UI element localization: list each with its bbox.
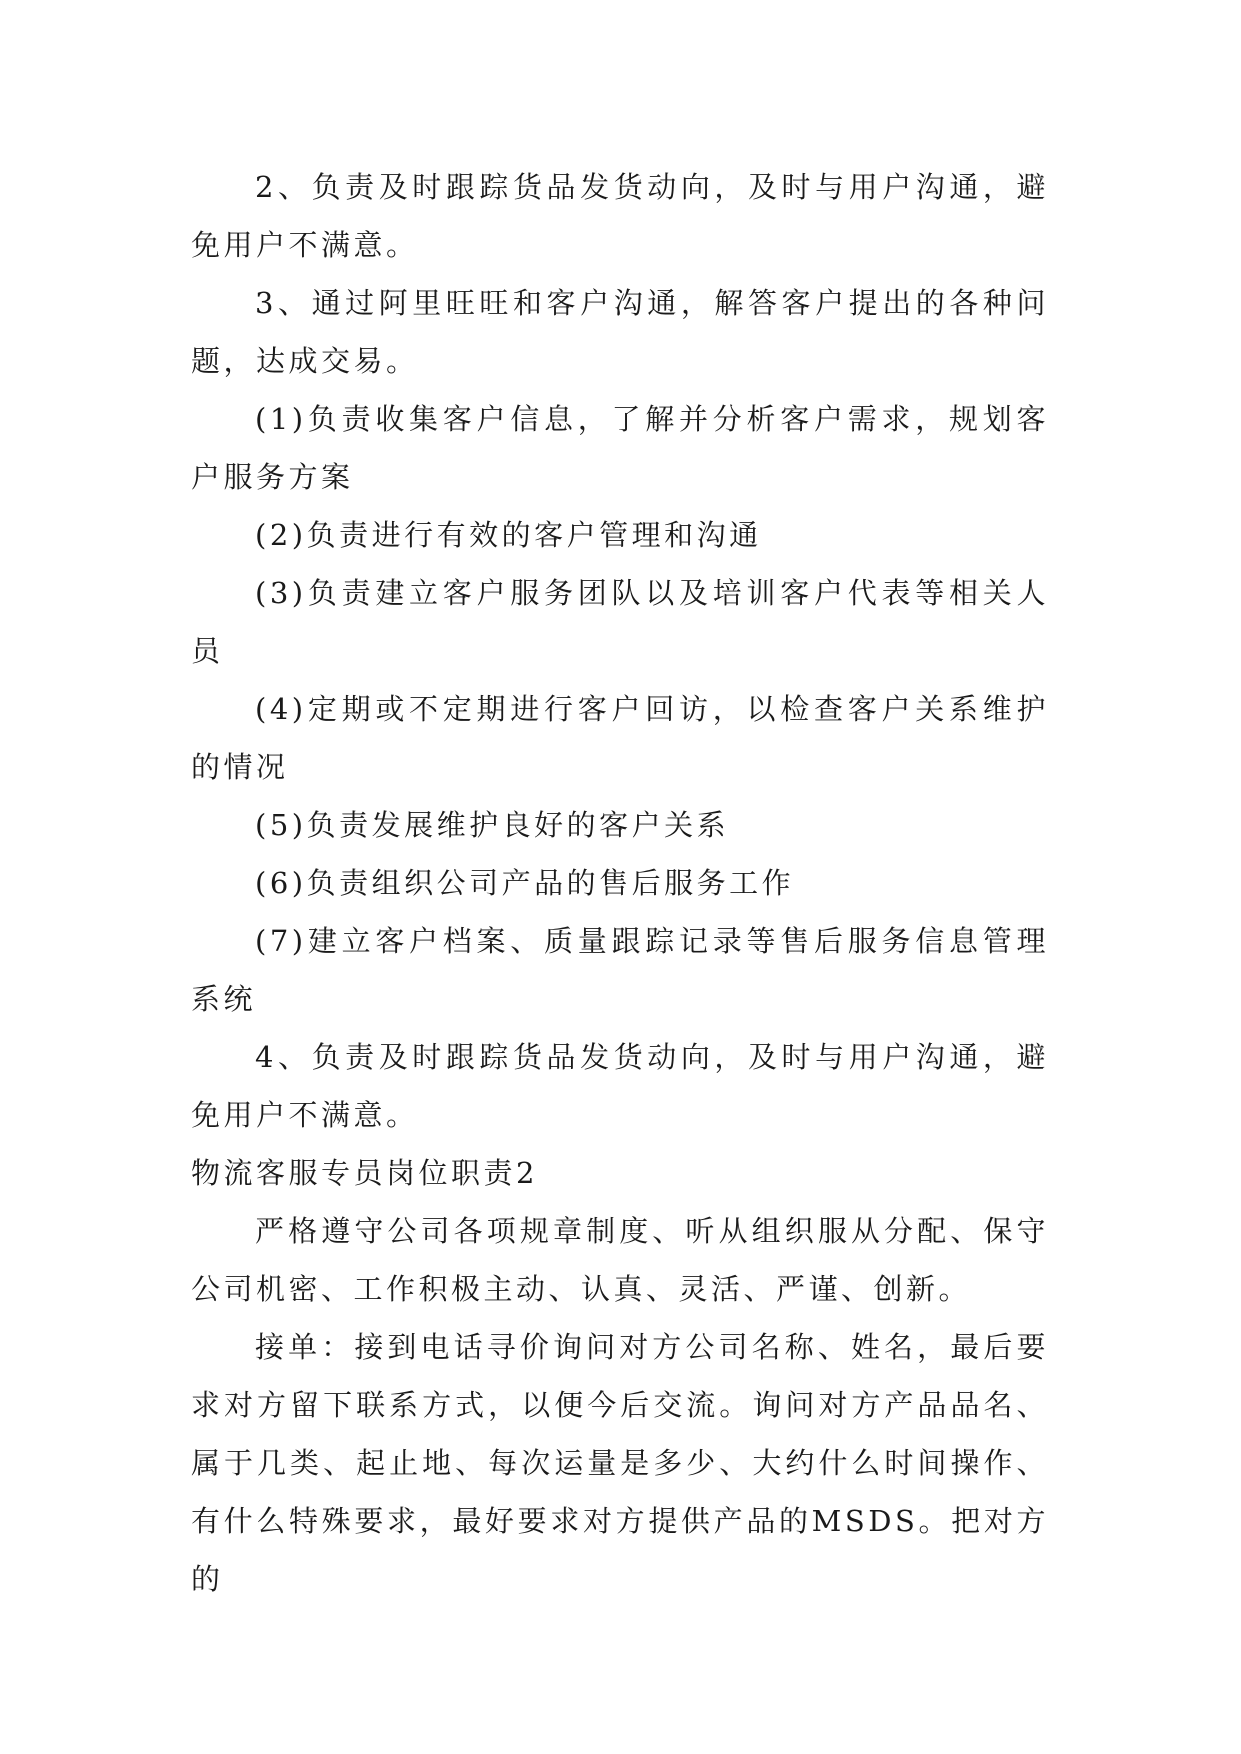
list-item: (1)负责收集客户信息，了解并分析客户需求，规划客户服务方案 [191,402,1049,494]
paragraph: 2、负责及时跟踪货品发货动向，及时与用户沟通，避免用户不满意。 [191,170,1049,262]
list-item: (3)负责建立客户服务团队以及培训客户代表等相关人员 [191,576,1049,668]
list-item: (4)定期或不定期进行客户回访，以检查客户关系维护的情况 [191,692,1049,784]
list-item: (5)负责发展维护良好的客户关系 [255,808,730,842]
paragraph: 3、通过阿里旺旺和客户沟通，解答客户提出的各种问题，达成交易。 [191,286,1049,378]
document-body [191,158,1049,1608]
paragraph: 接单：接到电话寻价询问对方公司名称、姓名，最后要求对方留下联系方式，以便今后交流。询问对方产品品名、属于几类、起止地、每次运量是多少、大约什么时间操作、有什么特殊要求，最好要求对方提供产品的MSDS。把对方的 [191,1330,1049,1596]
list-item: (7)建立客户档案、质量跟踪记录等售后服务信息管理系统 [191,924,1049,1016]
list-item: (6)负责组织公司产品的售后服务工作 [255,866,795,900]
paragraph: 4、负责及时跟踪货品发货动向，及时与用户沟通，避免用户不满意。 [191,1040,1049,1132]
paragraph: 严格遵守公司各项规章制度、听从组织服从分配、保守公司机密、工作积极主动、认真、灵活、严谨、创新。 [191,1214,1049,1306]
list-item: (2)负责进行有效的客户管理和沟通 [255,518,762,552]
section-heading: 物流客服专员岗位职责2 [191,1156,538,1190]
